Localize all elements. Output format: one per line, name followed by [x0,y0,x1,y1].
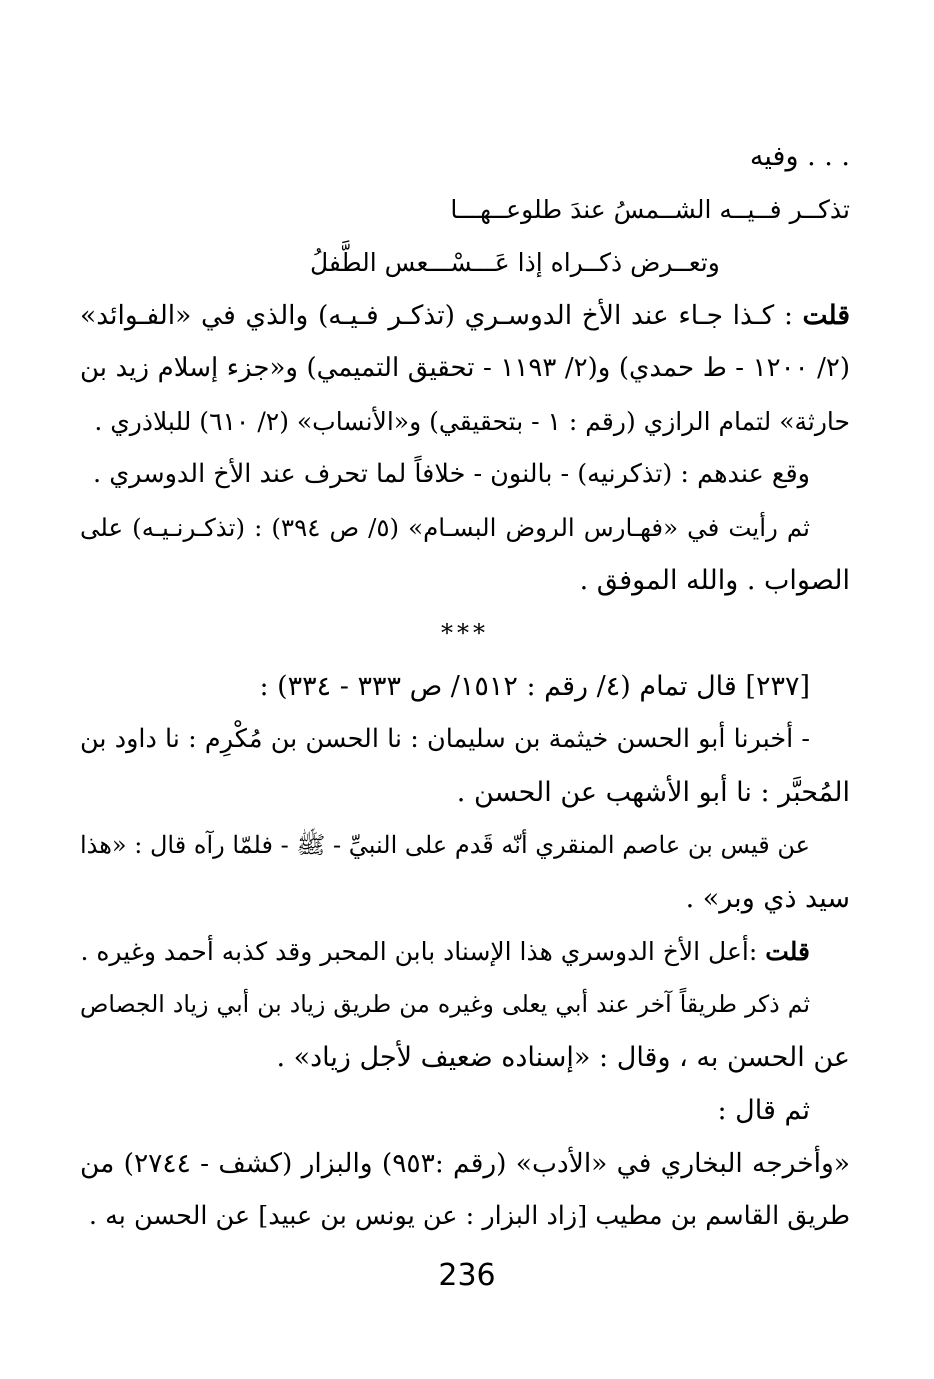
page-number: 236 [438,1258,496,1293]
para7-line-2: طريق القاسم بن مطيب [زاد البزار : عن يونس بن عبيد] عن الحسن به . [88,1201,850,1231]
verse-line-2-text: وتعــرض ذكــراه إذا عَـــسْـــعس الطَّفلُ [310,248,720,277]
section-separator: *** [441,619,489,647]
page-body [80,130,850,1243]
para5-line-1: ثم ذكر طريقاً آخر عند أبي يعلى وغيره من طريق زياد بن أبي زياد الجصاص [80,990,810,1018]
entry-header: [٢٣٧] قال تمام (٤/ رقم : ١٥١٢/ ص ٣٣٣ - ٣٣٤) : [259,671,810,702]
para1-line-2: (٢/ ١٢٠٠ - ط حمدي) و(٢/ ١١٩٣ - تحقيق التميمي) و«جزء إسلام زيد بن [80,353,850,383]
para1-line-1 [80,289,850,342]
para5-line-2: عن الحسن به ، وقال : «إسناده ضعيف لأجل زياد» . [276,1042,850,1073]
para4-text: :أعل الأخ الدوسري هذا الإسناد بابن المحبر وقد كذبه أحمد وغيره . [80,937,766,966]
para1-line-3: حارثة» لتمام الرازي (رقم : ١ - بتحقيقي) و«الأنساب» (٢/ ٦١٠) للبلاذري . [94,407,850,436]
matn-line-1: عن قيس بن عاصم المنقري أنّه قَدم على النبيِّ - ﷺ - فلمّا رآه قال : «هذا [80,831,810,859]
qult-label-2: قلت [765,937,810,966]
verse-line-2 [80,236,850,289]
para7-line-1: «وأخرجه البخاري في «الأدب» (رقم :٩٥٣) والبزار (كشف - ٢٧٤٤) من [80,1148,850,1179]
para2: وقع عندهم : (تذكرنيه) - بالنون - خلافاً لما تحرف عند الأخ الدوسري . [93,459,810,489]
qult-label: قلت [802,300,850,331]
para1-line-1-text: : كـذا جـاء عند الأخ الدوسـري (تذكـر فـيـه) والذي في «الفـوائد» [80,300,803,331]
intro-line: . . . وفيه [749,141,850,172]
para3-line-1: ثم رأيت في «فهـارس الروض البسـام» (٥/ ص ٣٩٤) : (تذكـرنـيـه) على [80,513,811,542]
para3-line-2: الصواب . والله الموفق . [579,565,850,596]
isnad-line-2: المُحبَّر : نا أبو الأشهب عن الحسن . [456,777,850,808]
para6: ثم قال : [717,1095,810,1126]
isnad-line-1: - أخبرنا أبو الحسن خيثمة بن سليمان : نا الحسن بن مُكْرِم : نا داود بن [80,724,810,754]
para4 [80,925,850,978]
matn-line-2: سيد ذي وبر» . [685,883,850,914]
verse-line-1: تذكــر فــيــه الشــمسُ عندَ طلوعــهـــا [450,195,850,224]
